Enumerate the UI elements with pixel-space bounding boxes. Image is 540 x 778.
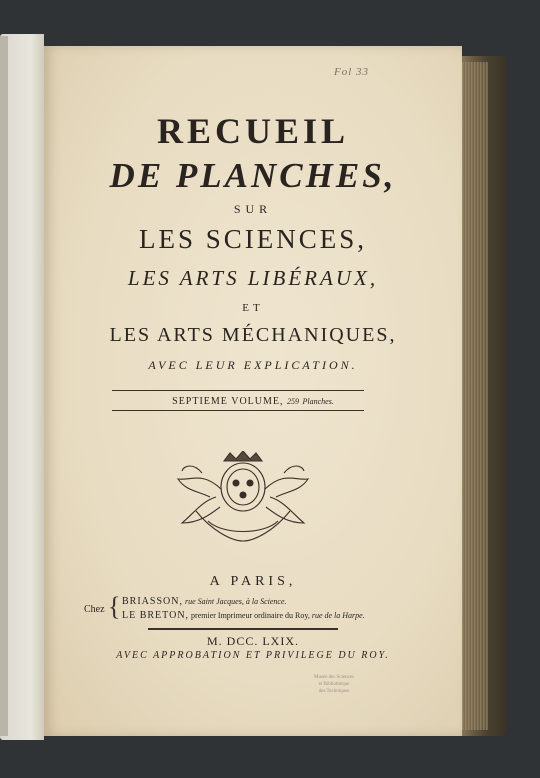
printer2-title: premier Imprimeur ordinaire du Roy,: [191, 611, 310, 620]
imprint-block: [84, 594, 444, 624]
rule-date: [148, 628, 338, 630]
approbation-line: AVEC APPROBATION ET PRIVILEGE DU ROY.: [116, 650, 390, 661]
printer-line-briasson: [122, 596, 287, 607]
volume-label: SEPTIEME VOLUME,: [172, 396, 284, 407]
title-line-et: ET: [242, 302, 264, 314]
title-line-arts-liberaux: LES ARTS LIBÉRAUX,: [127, 266, 379, 290]
stamp-line-2: et Bibliothèque: [318, 682, 350, 687]
title-line-recueil: RECUEIL: [156, 111, 350, 151]
printer2-name: LE BRETON,: [122, 610, 190, 621]
title-line-de-planches: DE PLANCHES,: [109, 156, 397, 195]
rule-top: [112, 390, 364, 391]
title-line-explication: AVEC LEUR EXPLICATION.: [148, 358, 358, 372]
rule-bottom: [112, 410, 364, 411]
library-stamp: [294, 674, 374, 708]
royal-arms-vignette-icon: [172, 451, 314, 546]
title-line-sciences: LES SCIENCES,: [138, 224, 368, 254]
title-line-arts-mechaniques: LES ARTS MÉCHANIQUES,: [109, 324, 397, 346]
title-page: [44, 46, 462, 736]
volume-count: 259: [287, 397, 300, 406]
imprint-city: A PARIS,: [209, 574, 297, 589]
publication-date: M. DCC. LXIX.: [206, 634, 299, 648]
book-page-edges: [462, 62, 488, 730]
stamp-line-1: Musée des Sciences: [314, 675, 354, 680]
manuscript-note: Fol 33: [334, 66, 370, 78]
left-page-edge: [0, 36, 8, 736]
printer1-name: BRIASSON,: [122, 596, 183, 607]
title-line-sur: SUR: [233, 202, 273, 216]
printer2-address: rue de la Harpe.: [311, 611, 365, 620]
printer-line-le-breton: [122, 610, 365, 621]
stamp-line-3: des Techniques: [318, 689, 350, 694]
volume-line: [44, 396, 462, 407]
volume-count-label: Planches.: [302, 397, 334, 406]
printer1-address: rue Saint Jacques, à la Science.: [184, 597, 287, 606]
brace-icon: {: [108, 592, 121, 621]
imprint-chez: Chez: [84, 604, 105, 615]
